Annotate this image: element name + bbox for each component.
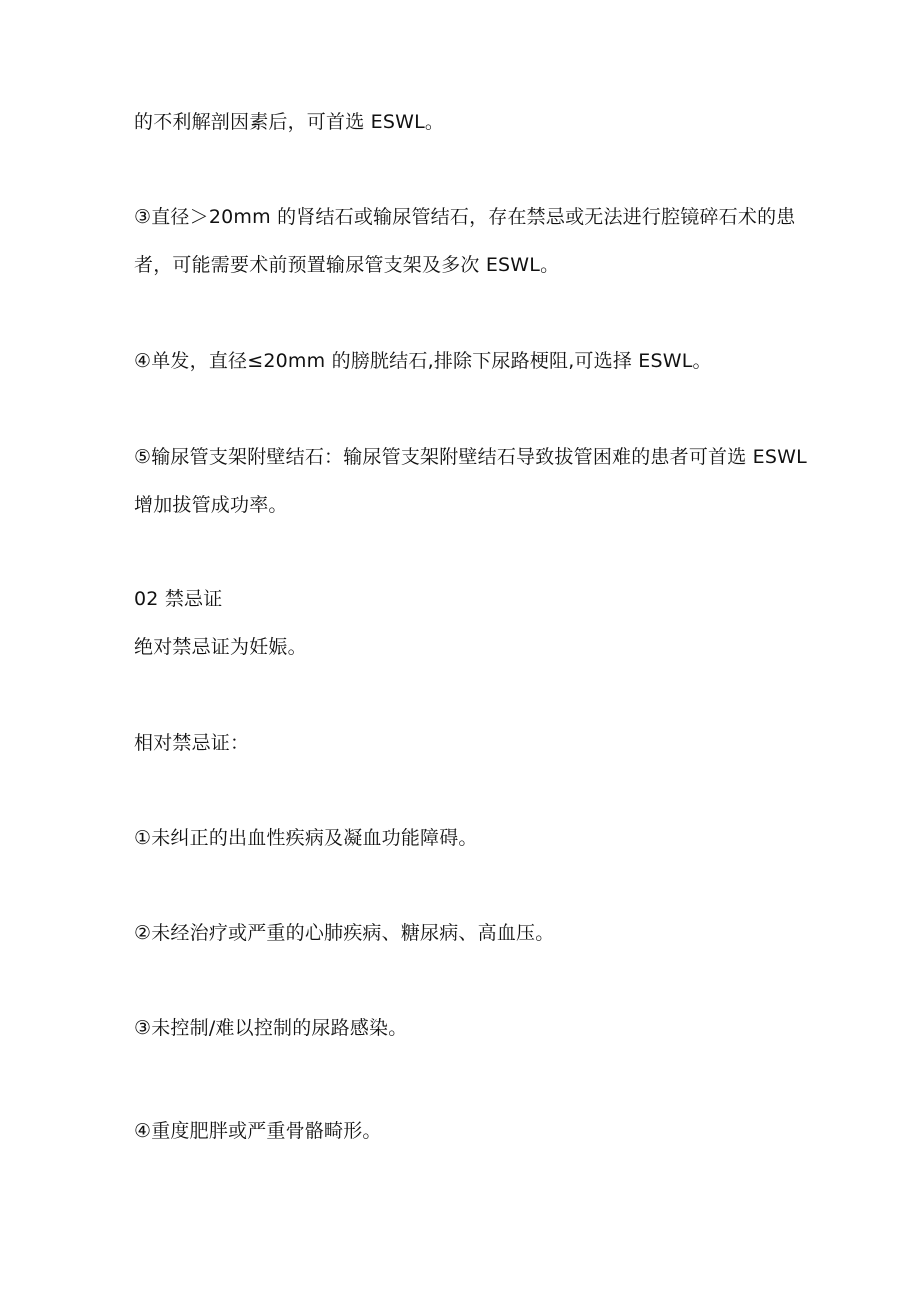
text-line: ④单发，直径≤20mm 的膀胱结石,排除下尿路梗阻,可选择 ESWL。 [134, 350, 712, 372]
list-item: ④重度肥胖或严重骨骼畸形。 [134, 1120, 382, 1142]
text-line: 者，可能需要术前预置输尿管支架及多次 ESWL。 [134, 254, 560, 276]
text-line: 绝对禁忌证为妊娠。 [134, 636, 307, 658]
text-line: ⑤输尿管支架附壁结石：输尿管支架附壁结石导致拔管困难的患者可首选 ESWL [134, 446, 807, 468]
text-line: 相对禁忌证： [134, 732, 250, 754]
list-item: ②未经治疗或严重的心肺疾病、糖尿病、高血压。 [134, 922, 555, 944]
text-line: 的不利解剖因素后，可首选 ESWL。 [134, 111, 445, 133]
text-line: 增加拔管成功率。 [134, 494, 288, 516]
list-item: ①未纠正的出血性疾病及凝血功能障碍。 [134, 827, 478, 849]
list-item: ③未控制/难以控制的尿路感染。 [134, 1017, 408, 1039]
section-heading: 02 禁忌证 [134, 588, 223, 610]
text-line: ③直径＞20mm 的肾结石或输尿管结石，存在禁忌或无法进行腔镜碎石术的患 [134, 206, 796, 228]
